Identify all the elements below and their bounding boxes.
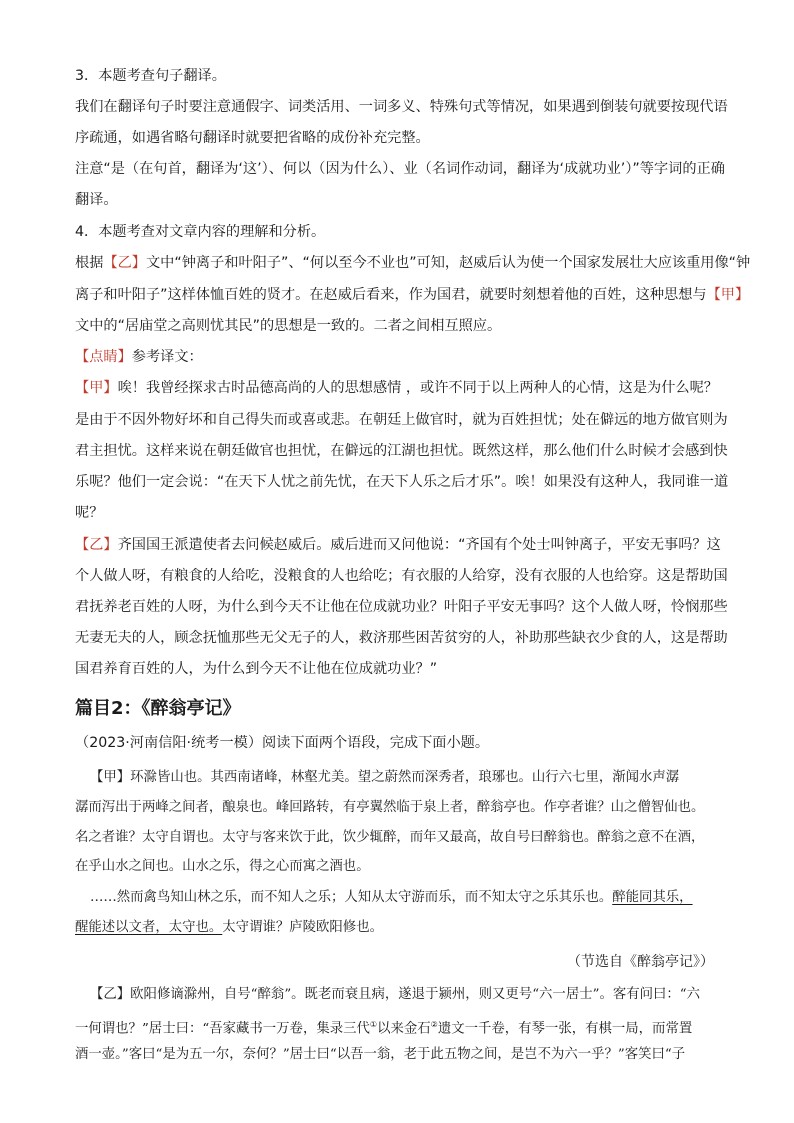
passage-text: 遗文一千卷，有琴一张，有棋一局，而常置 [437, 1021, 693, 1037]
yi-tag: 【乙】 [75, 537, 118, 553]
translation-yi-line: 国君养育百姓的人，为什么到今天不让他在位成就功业？” [75, 661, 438, 677]
dianjing-text: 参考译文： [131, 349, 203, 365]
translation-text: 齐国国王派遣使者去问候赵威后。威后进而又问他说：“齐国有个处士叫钟离子，平安无事吗？这 [117, 537, 721, 553]
passage-jia-line: 在乎山水之间也。山水之乐，得之心而寓之酒也。 [75, 859, 370, 874]
q4-text: 离子和叶阳子”这样体恤百姓的贤才。在赵威后看来，作为国君，就要时刻想着他的百姓，这种思想与 [75, 287, 707, 303]
footnote-marker: ① [369, 1020, 378, 1029]
passage-yi-line [75, 1015, 692, 1039]
translation-yi-line: 个人做人呀，有粮食的人给吃，没粮食的人也给吃；有衣服的人给穿，没有衣服的人也给穿。这是帮助国 [75, 568, 728, 584]
translation-text: 唉！我曾经探求古时品德高尚的人的思想感情 ，或许不同于以上两种人的心情，这是为什么呢？ [117, 380, 718, 396]
passage-jia-line: 潺而泻出于两峰之间者，酿泉也。峰回路转，有亭翼然临于泉上者，醉翁亭也。作亭者谁？山之僧智仙也。 [75, 800, 705, 815]
q4-text: 根据 [75, 255, 104, 271]
passage-text: 以来金石 [377, 1021, 431, 1037]
yi-tag: 【乙】 [90, 987, 131, 1002]
underlined-sentence: 醒能述以文者，太守也。 [75, 920, 223, 935]
section-heading: 篇目2：《醉翁亭记》 [75, 698, 241, 719]
yi-tag: 【乙】 [103, 255, 146, 271]
translation-jia-line [75, 378, 718, 398]
passage-jia-line [90, 768, 679, 788]
passage-jia-line: 名之者谁？太守自谓也。太守与客来饮于此，饮少辄醉，而年又最高，故自号曰醉翁也。醉翁之意不在酒， [75, 830, 705, 845]
translation-jia-line: 呢？ [75, 505, 104, 521]
translation-jia-line: 君主担忧。这样来说在朝廷做官也担忧，在僻远的江湖也担忧。既然这样，那么他们什么时候才会感到快 [75, 443, 728, 459]
q3-paragraph-line: 翻译。 [75, 192, 118, 208]
passage-text: 环滁皆山也。其西南诸峰，林壑尤美。望之蔚然而深秀者，琅琊也。山行六七里，渐闻水声潺 [130, 770, 680, 785]
q3-paragraph-line: 序疏通，如遇省略句翻译时就要把省略的成份补充完整。 [75, 130, 430, 146]
q4-text: 文中“钟离子和叶阳子”、“何以至今不业也”可知，赵威后认为使一个国家发展壮大应该重用像“钟 [145, 255, 751, 271]
passage-yi-line: 酒一壶。”客曰“是为五一尔，奈何？”居士曰“以吾一翁，老于此五物之间，是岂不为六一乎？”客笑曰“子 [75, 1047, 686, 1062]
excerpt-note: （节选自《醉翁亭记》） [567, 954, 714, 970]
passage-text: ……然而禽鸟知山林之乐，而不知人之乐；人知从太守游而乐，而不知太守之乐其乐也。 [90, 890, 613, 905]
passage-text: 欧阳修谪滁州，自号“醉翁”。既老而衰且病，遂退于颍州，则又更号“六一居士”。客有问曰：“六 [130, 987, 701, 1002]
passage-jia-line [90, 888, 693, 908]
q3-paragraph-line: 注意“是（在句首，翻译为‘这’）、何以（因为什么）、业（名词作动词，翻译为‘成就功业’）”等字词的正确 [75, 161, 725, 177]
footnote-marker: ② [430, 1020, 438, 1029]
translation-yi-line: 无妻无夫的人，顾念抚恤那些无父无子的人，救济那些困苦贫穷的人，补助那些缺衣少食的人，这是帮助 [75, 630, 728, 646]
q4-paragraph-line [75, 253, 750, 273]
translation-yi-line [75, 535, 721, 555]
dianjing-line [75, 347, 203, 367]
dianjing-tag: 【点睛】 [75, 349, 132, 365]
passage-text: 太守谓谁？庐陵欧阳修也。 [222, 920, 383, 935]
jia-tag: 【甲】 [90, 770, 131, 785]
passage-text: 一何谓也？”居士曰：“吾家藏书一万卷，集录三代 [75, 1021, 370, 1037]
translation-jia-line: 是由于不因外物好坏和自己得失而或喜或悲。在朝廷上做官时，就为百姓担忧；处在僻远的地方做官则为 [75, 412, 728, 428]
translation-jia-line: 乐呢？他们一定会说：“在天下人忧之前先忧，在天下人乐之后才乐”。唉！如果没有这种人，我同谁一道 [75, 474, 729, 490]
q4-paragraph-line: 文中的“居庙堂之高则忧其民”的思想是一致的。二者之间相互照应。 [75, 318, 502, 334]
q4-paragraph-line [75, 285, 749, 305]
underlined-sentence: 醉能同其乐， [612, 890, 693, 905]
jia-tag: 【甲】 [75, 380, 118, 396]
jia-tag: 【甲】 [706, 287, 750, 303]
q3-title: 3．本题考查句子翻译。 [75, 68, 226, 84]
q4-title: 4．本题考查对文章内容的理解和分析。 [75, 224, 326, 240]
translation-yi-line: 君抚养老百姓的人呀，为什么到今天不让他在位成就功业？叶阳子平安无事吗？这个人做人呀，怜悯那些 [75, 599, 728, 615]
passage-jia-line [75, 918, 383, 938]
passage-yi-line [90, 985, 700, 1005]
q3-paragraph-line: 我们在翻译句子时要注意通假字、词类活用、一词多义、特殊句式等情况，如果遇到倒装句就要按现代语 [75, 99, 728, 115]
source-line: （2023·河南信阳·统考一模）阅读下面两个语段，完成下面小题。 [75, 735, 490, 751]
